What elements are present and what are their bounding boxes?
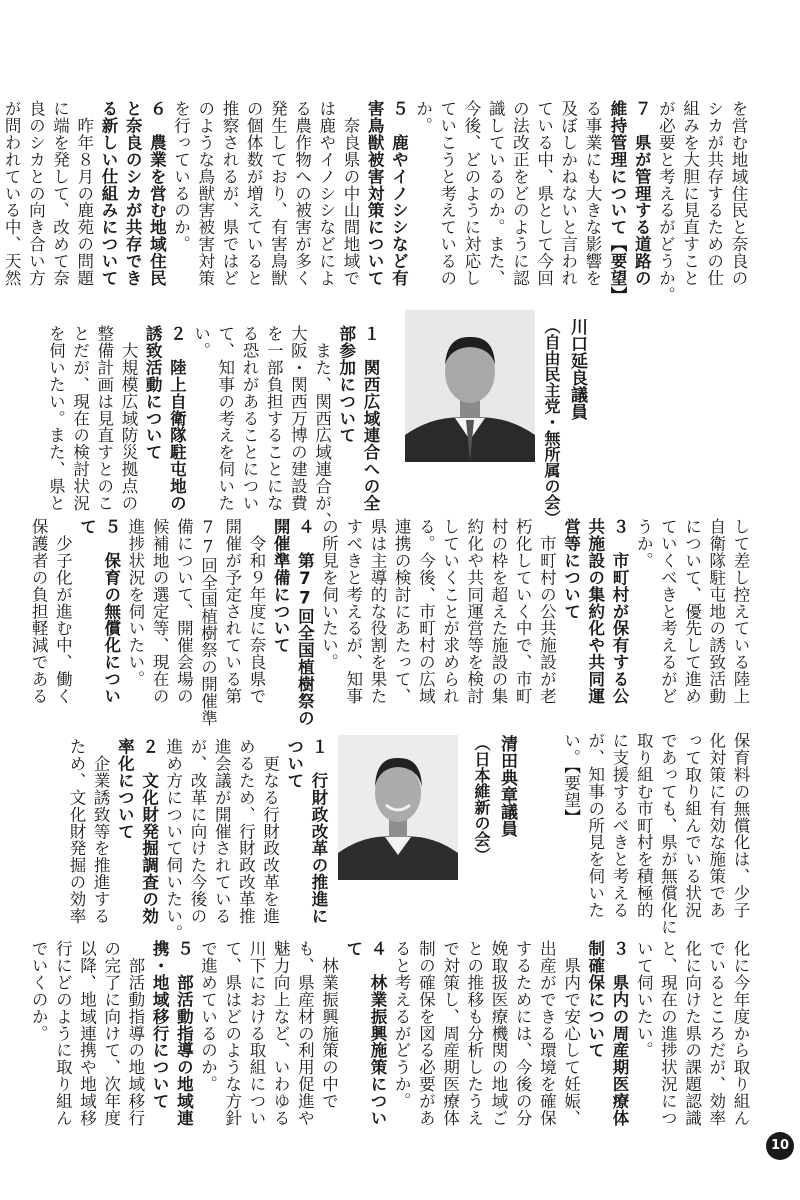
question-body: 化に今年度から取り組ん でいるところだが、効率 化に向けた県の課題認識 と、現在の進捗状況につ いて伺いたい。	[634, 940, 750, 1127]
member-photo-kawaguchi	[405, 310, 535, 462]
member-name: 川口延良議員	[567, 318, 587, 420]
question-body: して差し控えている陸上 自衛隊駐屯地の誘致活動 について、優先して進め ていくべきと考えるがど うか。	[634, 518, 750, 705]
question-body: る事業にも大きな影響を 及ぼしかねないと言われ ている中、県として今回 の法改正をどのように認 識しているのか。また、 今後、どのように対応し ていこうと考えているの か。	[413, 100, 602, 287]
question-body: 部活動指導の地域移行 の完了に向けて、次年度 以降、地域連携や地域移 行にどのように取り組ん でいくのか。	[29, 940, 145, 1127]
question-heading: ３ 市町村が保有する公 共施設の集約化や共同運 営等について	[561, 518, 629, 705]
question-body: 令和９年度に奈良県で 開催が予定されている第 77回全国植樹祭の開催準 備について、開催会場の 候補地の選定等、現在の 進捗状況を伺いたい。	[125, 518, 266, 727]
question-heading: １ 関西広域連合への全 部参加について	[336, 325, 380, 512]
question-body: を営む地域住民と奈良の シカが共存するための仕 組みを大胆に見直すこと が必要と考えるがどうか。	[656, 100, 748, 304]
question-body: 市町村の公共施設が老 朽化していく中で、市町 村の枠を超えた施設の集 約化や共同運営等を検討 していくことが求められ る。今後、市町村の広域 連携の検討にあたって、 県は主導的な役割を果た すべきと考えるが、知事 の所見を伺いたい。	[319, 518, 557, 705]
member-header-kiyota	[468, 735, 520, 955]
question-body: 県内で安心して妊娠、 出産ができる環境を確保 するためには、今後の分 娩取扱医療機関の地域ご との推移も分析したうえ で対策し、周産期医療体 制の確保を図る必要があ ると考えるがどうか。	[392, 940, 581, 1127]
question-heading: ２ 文化財発掘調査の効 率化について	[115, 738, 159, 925]
member-party: （自由民主党・無所属の会）	[542, 318, 561, 526]
member-name: 清田典章議員	[497, 735, 517, 837]
question-body: 企業誘致等を推進する ため、文化財発掘の効率	[66, 738, 111, 925]
page-number: 10	[766, 1132, 794, 1160]
question-heading: ５ 保育の無償化につい て	[77, 518, 121, 705]
question-heading: ６ 農業を営む地域住民 と奈良のシカが共存でき る新しい仕組みについて	[98, 100, 167, 287]
portrait-image	[405, 310, 535, 462]
question-heading: ５ 部活動指導の地域連 携・地域移行について	[150, 940, 194, 1127]
question-heading: ４ 林業振興施策につい て	[343, 940, 387, 1127]
question-block-kawaguchi-1	[46, 325, 382, 529]
question-block-left-top	[2, 100, 604, 305]
question-heading: ５ 鹿やイノシシなど有 害鳥獣被害対策について	[365, 100, 409, 287]
question-body: 大規模広域防災拠点の 整備計画は見直すとのこ とだが、現在の検討状況 を伺いたい。また、県と	[46, 325, 138, 512]
question-heading: ３ 県内の周産期医療体 制確保について	[585, 940, 629, 1127]
question-body: 林業振興施策の中で も、県産材の利用促進や 魅力向上など、いわゆる 川下における取組につい て、県はどのような方針 で進めているのか。	[198, 940, 339, 1127]
member-photo-kiyota	[338, 735, 458, 880]
question-body: 昨年８月の鹿苑の問題 に端を発して、改めて奈 良のシカとの向き合い方 が問われている中、天然	[2, 100, 94, 287]
question-heading: １ 行財政改革の推進に ついて	[284, 738, 328, 925]
question-block-kiyota-top	[552, 732, 752, 936]
question-block-bottom	[29, 940, 752, 1140]
question-body: 保育料の無償化は、少子 化対策に有効な施策であ って取り組んでいる状況 であっても、県が無償化に 取り組む市町村を積極的 に支援するべきと考える が、知事の所見を伺いた い。【要望】	[561, 732, 750, 936]
question-block-right-top	[604, 100, 750, 495]
question-heading: ２ 陸上自衛隊駐屯地の 誘致活動について	[143, 325, 187, 512]
question-body: 奈良県の中山間地域で は鹿やイノシシなどによ る農作物への被害が多く 発生しており、有害鳥獣 の個体数が増えていると 推察されるが、県ではど のような鳥獣害被害対策 を行っているのか。	[171, 100, 360, 287]
portrait-image	[338, 735, 458, 880]
question-heading: ７ 県が管理する道路の 維持管理について【要望】	[607, 100, 652, 304]
question-heading: ４ 第77回全国植樹祭の 開催準備について	[271, 518, 315, 727]
question-body: 少子化が進む中、働く 保護者の負担軽減である	[29, 518, 73, 705]
question-body: 更なる行財政改革を進 めるため、行財政改革推 進会議が開催されている が、改革に向けた今後の 進め方について伺いたい。	[163, 738, 280, 942]
question-block-middle	[29, 518, 752, 727]
member-header-kawaguchi	[538, 318, 590, 548]
member-party: （日本維新の会）	[472, 735, 491, 863]
question-block-kiyota-1	[52, 738, 330, 942]
question-body: また、関西広域連合が、 大阪・関西万博の建設費 を一部負担することにな る恐れがあることについ て、知事の考えを伺いた い。	[191, 325, 332, 529]
